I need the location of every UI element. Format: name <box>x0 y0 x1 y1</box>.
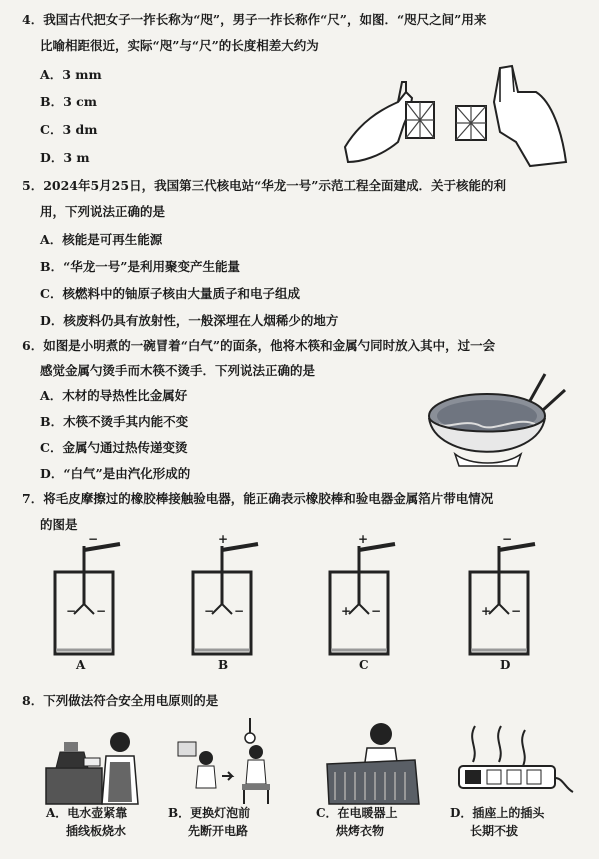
electroscope-c-right-foil-charge: − <box>371 604 382 618</box>
q5-option-b: B．“华龙一号”是利用聚变产生能量 <box>40 259 240 274</box>
q8-option-a-caption-line2: 插线板烧水 <box>66 824 127 838</box>
electroscope-c-rod-charge: + <box>358 532 369 546</box>
electroscope-b-left-foil-charge: − <box>204 604 215 618</box>
q6-option-b: B．木筷不烫手其内能不变 <box>40 414 189 429</box>
q8-option-b-caption-line1: B．更换灯泡前 <box>168 806 251 820</box>
q7-stem-line1: 7．将毛皮摩擦过的橡胶棒接触验电器，能正确表示橡胶棒和验电器金属箔片带电情况 <box>22 491 494 506</box>
q6-stem-line2: 感觉金属勺烫手而木筷不烫手．下列说法正确的是 <box>40 363 316 378</box>
q8-option-d-caption-line2: 长期不拔 <box>470 824 519 838</box>
q8-stem: 8．下列做法符合安全用电原则的是 <box>22 693 219 708</box>
electroscope-b-rod-charge: + <box>218 532 229 546</box>
electroscope-d-right-foil-charge: − <box>511 604 522 618</box>
q8-option-c-illustration <box>323 720 423 806</box>
q8-option-b-caption-line2: 先断开电路 <box>188 824 249 838</box>
q8-option-b-illustration <box>172 718 282 806</box>
electroscope-d-label: D <box>500 658 511 672</box>
electroscope-a-label: A <box>76 658 86 672</box>
q5-option-a: A．核能是可再生能源 <box>40 232 163 247</box>
q8-option-d-illustration <box>455 722 575 806</box>
q6-option-d: D．“白气”是由汽化形成的 <box>40 466 191 481</box>
q8-option-a-caption-line1: A．电水壶紧靠 <box>46 806 128 820</box>
q4-option-c: C．3 dm <box>40 122 98 137</box>
q4-stem-line2: 比喻相距很近，实际“咫”与“尺”的长度相差大约为 <box>40 38 319 53</box>
q7-stem-line2: 的图是 <box>40 517 78 532</box>
q6-stem-line1: 6．如图是小明煮的一碗冒着“白气”的面条，他将木筷和金属勺同时放入其中，过一会 <box>22 338 496 353</box>
q5-option-c: C．核燃料中的铀原子核由大量质子和电子组成 <box>40 286 300 301</box>
q5-option-d: D．核废料仍具有放射性，一般深埋在人烟稀少的地方 <box>40 313 339 328</box>
electroscope-a-left-foil-charge: − <box>66 604 77 618</box>
electroscope-a-right-foil-charge: − <box>96 604 107 618</box>
q6-option-c: C．金属勺通过热传递变烫 <box>40 440 188 455</box>
electroscope-d-left-foil-charge: + <box>481 604 492 618</box>
q8-option-c-caption-line1: C．在电暖器上 <box>316 806 398 820</box>
electroscope-c-label: C <box>359 658 369 672</box>
q4-stem-line1: 4．我国古代把女子一拃长称为“咫”，男子一拃长称作“尺”，如图．“咫尺之间”用来 <box>22 12 487 27</box>
electroscope-d-rod-charge: − <box>502 532 513 546</box>
q6-option-a: A．木材的导热性比金属好 <box>40 388 188 403</box>
q4-hands-figure <box>340 62 570 170</box>
q5-stem-line2: 用，下列说法正确的是 <box>40 204 166 219</box>
q5-stem-line1: 5．2024年5月25日，我国第三代核电站“华龙一号”示范工程全面建成．关于核能的利 <box>22 178 506 193</box>
electroscope-a-rod-charge: − <box>88 532 99 546</box>
q8-option-a-illustration <box>44 722 144 806</box>
electroscope-b-label: B <box>218 658 229 672</box>
q6-noodle-bowl-figure <box>425 372 575 472</box>
q8-option-c-caption-line2: 烘烤衣物 <box>336 824 385 838</box>
electroscope-c-left-foil-charge: + <box>341 604 352 618</box>
q4-option-d: D．3 m <box>40 150 90 165</box>
q8-option-d-caption-line1: D．插座上的插头 <box>450 806 545 820</box>
q4-option-b: B．3 cm <box>40 94 97 109</box>
electroscope-b-right-foil-charge: − <box>234 604 245 618</box>
q4-option-a: A．3 mm <box>40 67 102 82</box>
